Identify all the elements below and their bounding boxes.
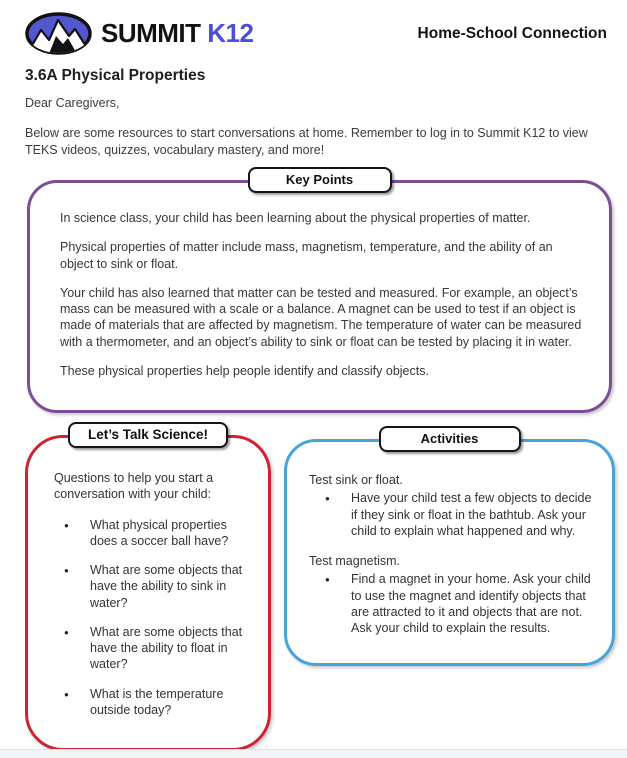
key-points-box [27, 180, 612, 413]
activity-item: ● Have your child test a few objects to decide if they sink or float in the bathtub. Ask your child to explain what happened and why. [351, 490, 599, 539]
lets-talk-label: Let’s Talk Science! [68, 422, 228, 448]
key-points-paragraph: Physical properties of matter include mass, magnetism, temperature, and the ability of an object to sink or float. [60, 240, 553, 271]
lets-talk-intro: Questions to help you start a conversation with your child: [54, 471, 214, 502]
key-points-paragraph: Your child has also learned that matter can be tested and measured. For example, an object’s mass can be measured with a scale or a balance. A magnet can be used to test if an object is made of materials that are affected by magnetism. The temperature of water can be measured with a thermometer, and an object’s ability to sink or float can be tested by placing it in water. [60, 285, 582, 349]
page-title: 3.6A Physical Properties [25, 67, 206, 84]
activity-heading: Test sink or float. [309, 473, 403, 487]
activity-heading: Test magnetism. [309, 554, 401, 568]
key-points-section [27, 172, 612, 413]
activity-list [309, 490, 598, 539]
brand-k12: K12 [207, 18, 254, 48]
bottom-row [25, 427, 627, 751]
activities-section [284, 431, 615, 666]
lets-talk-section [25, 427, 271, 751]
intro-text: Below are some resources to start conversations at home. Remember to log in to Summit K12 to view TEKS videos, quizzes, vocabulary mastery, and more! [25, 126, 588, 157]
key-points-label: Key Points [248, 167, 392, 193]
activity-list [309, 571, 598, 636]
question-item: ● What is the temperature outside today? [90, 686, 252, 719]
activities-box [284, 439, 615, 666]
question-list [54, 517, 256, 719]
activity-section [309, 472, 598, 539]
activity-section [309, 553, 598, 636]
salutation: Dear Caregivers, [25, 96, 120, 110]
question-item: ● What are some objects that have the ability to float in water? [90, 624, 252, 673]
home-school-connection-title: Home-School Connection [417, 24, 607, 42]
summit-k12-logo [25, 12, 253, 55]
lets-talk-box [25, 435, 271, 751]
activities-label: Activities [379, 426, 521, 452]
key-points-paragraph: In science class, your child has been learning about the physical properties of matter. [60, 211, 531, 225]
brand-summit: SUMMIT [101, 18, 201, 48]
key-points-paragraph: These physical properties help people identify and classify objects. [60, 363, 429, 378]
mountain-logo-icon [25, 12, 92, 55]
page-bottom-edge [0, 749, 627, 758]
page-header [0, 0, 627, 55]
question-item: ● What physical properties does a soccer ball have? [90, 517, 252, 550]
activity-item: ● Find a magnet in your home. Ask your child to use the magnet and identify objects that are attracted to it and objects that are not. Ask your child to explain the results. [351, 571, 599, 636]
question-item: ● What are some objects that have the ability to sink in water? [90, 562, 252, 611]
brand-wordmark [101, 18, 253, 49]
